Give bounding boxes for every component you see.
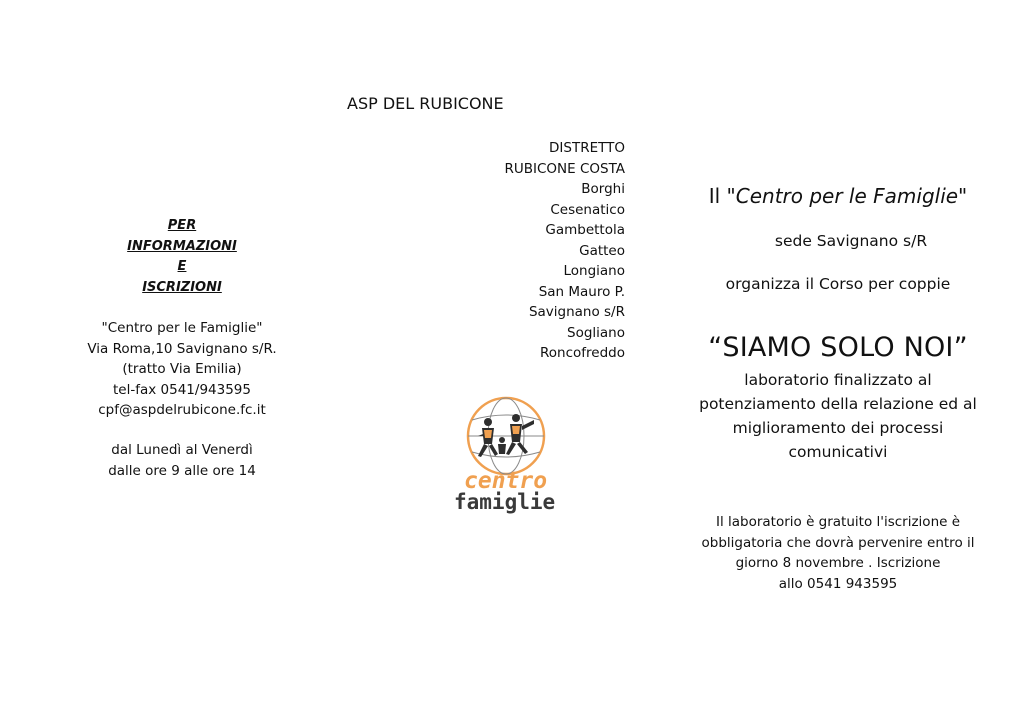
info-heading (60, 216, 304, 298)
intro-center-name: "Centro per le Famiglie" (726, 184, 968, 208)
district-line: DISTRETTO (549, 140, 625, 156)
info-heading-line: E (177, 259, 187, 274)
district-town: Longiano (563, 263, 625, 279)
district-town: Roncofreddo (540, 345, 625, 361)
hours-days: dal Lunedì al Venerdì (111, 442, 253, 458)
registration-notice (680, 512, 996, 594)
contact-phone: tel-fax 0541/943595 (113, 381, 251, 398)
district-town: Gatteo (579, 242, 625, 259)
description-line: potenziamento della relazione ed al (699, 395, 977, 413)
district-town: Cesenatico (550, 201, 625, 218)
contact-address: Via Roma,10 Savignano s/R. (87, 340, 277, 357)
district-list (440, 138, 625, 364)
info-heading-line: ISCRIZIONI (142, 279, 222, 295)
description-line: miglioramento dei processi (732, 419, 944, 437)
district-town: Borghi (581, 181, 625, 197)
description-line: comunicativi (788, 443, 888, 461)
notice-line: obbligatoria che dovrà pervenire entro il (701, 534, 975, 551)
district-town: Gambettola (545, 222, 625, 238)
notice-line: Il laboratorio è gratuito l'iscrizione è (715, 514, 961, 530)
notice-line: allo 0541 943595 (778, 575, 898, 592)
intro-prefix: Il (708, 184, 727, 208)
contact-block (60, 318, 304, 421)
info-heading-line: PER (167, 218, 197, 233)
contact-email: cpf@aspdelrubicone.fc.it (98, 402, 266, 418)
logo-word-famiglie: famiglie (454, 490, 556, 514)
contact-address-note: (tratto Via Emilia) (122, 361, 242, 377)
info-heading-line: INFORMAZIONI (127, 238, 237, 254)
district-town: Savignano s/R (528, 304, 625, 320)
logo-word-centro: centro (464, 468, 548, 494)
opening-hours (60, 440, 304, 481)
event-seat: sede Savignano s/R (774, 232, 928, 250)
description-line: laboratorio finalizzato al (744, 371, 932, 389)
event-intro (680, 184, 996, 208)
logo-parallel (472, 415, 540, 420)
centro-famiglie-logo-icon (448, 396, 588, 522)
district-line: RUBICONE COSTA (504, 160, 625, 177)
event-title: “SIAMO SOLO NOI” (708, 332, 968, 363)
contact-name: "Centro per le Famiglie" (101, 320, 263, 336)
organization-header: ASP DEL RUBICONE (347, 94, 504, 113)
event-description (680, 368, 996, 464)
district-town: Sogliano (567, 324, 625, 341)
event-organizes: organizza il Corso per coppie (725, 275, 951, 293)
district-town: San Mauro P. (538, 283, 625, 300)
hours-time: dalle ore 9 alle ore 14 (108, 462, 256, 479)
notice-line: giorno 8 novembre . Iscrizione (735, 555, 941, 571)
